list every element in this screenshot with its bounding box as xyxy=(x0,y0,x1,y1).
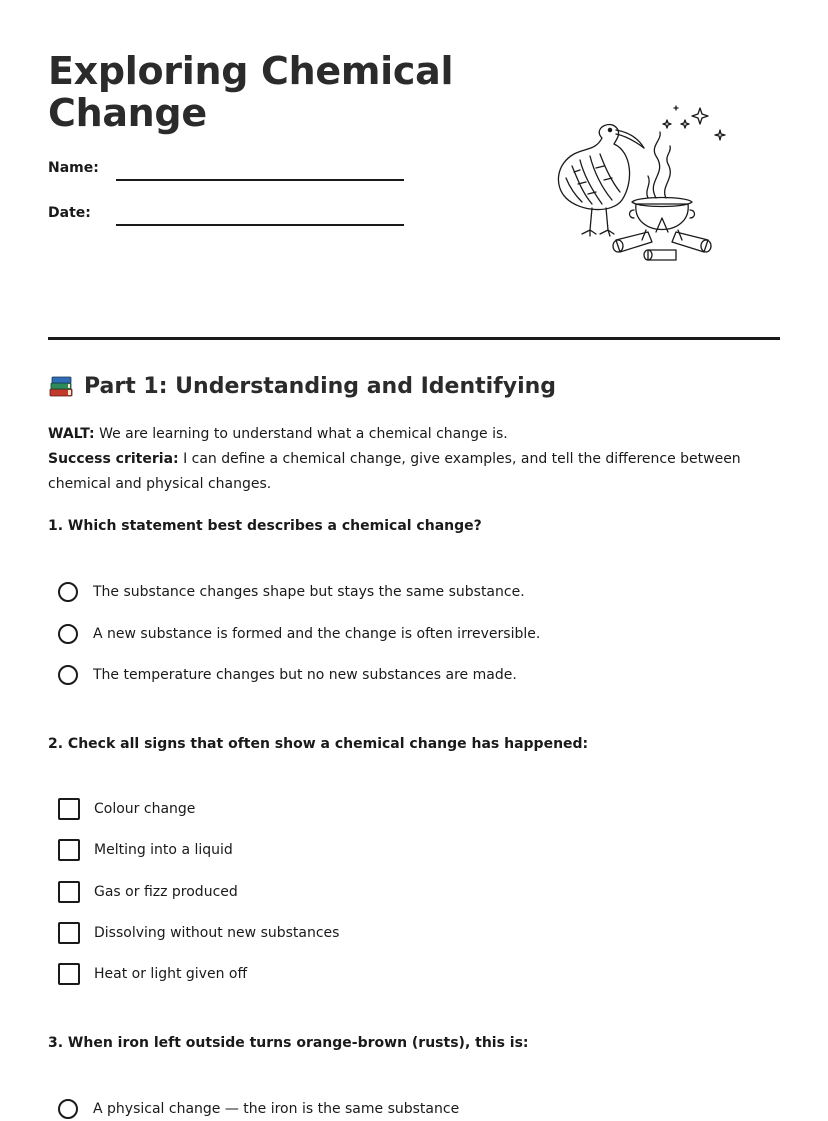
success-criteria xyxy=(48,447,780,497)
option-label: The temperature changes but no new substances are made. xyxy=(93,667,517,683)
q2-option-1[interactable] xyxy=(58,797,195,821)
option-label: A new substance is formed and the change is often irreversible. xyxy=(93,626,541,642)
q2-option-5[interactable] xyxy=(58,962,247,986)
option-label: Gas or fizz produced xyxy=(94,884,238,900)
radio-button[interactable] xyxy=(58,624,78,644)
walt-statement xyxy=(48,422,780,447)
sparkle-icon xyxy=(663,120,671,128)
part1-heading xyxy=(48,374,556,399)
q2-option-4[interactable] xyxy=(58,921,339,945)
q2-option-3[interactable] xyxy=(58,880,238,904)
date-label: Date: xyxy=(48,205,91,221)
radio-button[interactable] xyxy=(58,1099,78,1119)
radio-button[interactable] xyxy=(58,582,78,602)
q3-option-1[interactable] xyxy=(58,1097,459,1121)
part1-heading-text: Part 1: Understanding and Identifying xyxy=(84,374,557,399)
q1-option-2[interactable] xyxy=(58,622,540,646)
q1-option-1[interactable] xyxy=(58,580,525,604)
checkbox[interactable] xyxy=(58,798,80,820)
section-divider xyxy=(48,337,780,340)
checkbox[interactable] xyxy=(58,963,80,985)
sparkle-icon xyxy=(681,120,689,128)
kiwi-cauldron-illustration xyxy=(552,100,732,270)
sparkle-icon xyxy=(692,108,708,124)
name-line[interactable] xyxy=(116,179,404,181)
option-label: Colour change xyxy=(94,801,196,817)
option-label: Melting into a liquid xyxy=(94,842,233,858)
q1-option-3[interactable] xyxy=(58,663,517,687)
success-text: I can define a chemical change, give examples, and tell the difference between chemical and physical changes. xyxy=(48,451,741,492)
date-line[interactable] xyxy=(116,224,404,226)
option-label: A physical change — the iron is the same substance xyxy=(93,1101,460,1117)
checkbox[interactable] xyxy=(58,922,80,944)
option-label: Dissolving without new substances xyxy=(94,925,340,941)
option-label: The substance changes shape but stays the same substance. xyxy=(93,584,525,600)
walt-label: WALT: xyxy=(48,426,95,442)
radio-button[interactable] xyxy=(58,665,78,685)
page-title: Exploring Chemical Change xyxy=(48,49,454,135)
walt-text: We are learning to understand what a chemical change is. xyxy=(94,426,508,442)
q2-option-2[interactable] xyxy=(58,838,233,862)
question-1: 1. Which statement best describes a chemical change? xyxy=(48,518,482,534)
checkbox[interactable] xyxy=(58,881,80,903)
name-field[interactable] xyxy=(48,160,116,176)
question-3: 3. When iron left outside turns orange-brown (rusts), this is: xyxy=(48,1035,529,1051)
option-label: Heat or light given off xyxy=(94,966,248,982)
books-icon xyxy=(48,375,74,399)
checkbox[interactable] xyxy=(58,839,80,861)
sparkle-icon xyxy=(715,130,725,140)
name-label: Name: xyxy=(48,160,99,176)
question-2: 2. Check all signs that often show a chemical change has happened: xyxy=(48,736,589,752)
success-label: Success criteria: xyxy=(48,451,179,467)
date-field[interactable] xyxy=(48,205,116,221)
